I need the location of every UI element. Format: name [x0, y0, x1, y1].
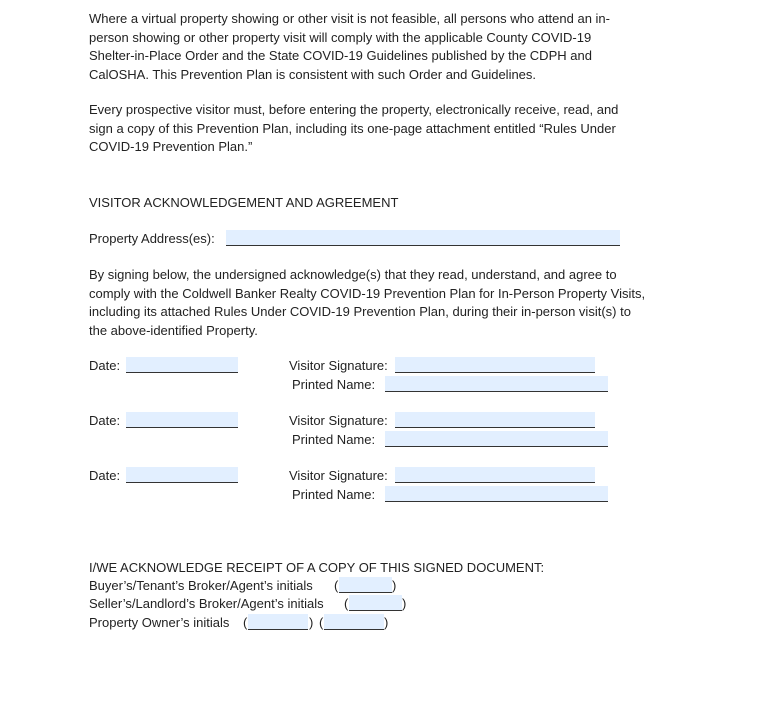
seller-initials-label: Seller’s/Landlord’s Broker/Agent’s initials	[89, 596, 324, 611]
close-paren: )	[309, 615, 314, 630]
date-field[interactable]	[126, 467, 238, 483]
close-paren: )	[384, 615, 389, 630]
visitor-signature-field[interactable]	[395, 467, 595, 483]
receipt-heading: I/WE ACKNOWLEDGE RECEIPT OF A COPY OF THIS SIGNED DOCUMENT:	[89, 560, 545, 575]
visitor-signature-field[interactable]	[395, 412, 595, 428]
buyer-initials-input[interactable]	[339, 578, 392, 593]
property-address-field[interactable]	[226, 230, 620, 246]
text-line: Where a virtual property showing or other visit is not feasible, all persons who attend an in-	[89, 11, 610, 26]
printed-name-field[interactable]	[385, 486, 608, 502]
signing-agreement-paragraph	[89, 266, 689, 340]
date-label: Date:	[89, 413, 121, 428]
property-address-input[interactable]	[226, 231, 620, 246]
date-input[interactable]	[126, 358, 238, 373]
owner-initials-label: Property Owner’s initials	[89, 615, 230, 630]
section-heading: VISITOR ACKNOWLEDGEMENT AND AGREEMENT	[89, 195, 399, 210]
text-line: comply with the Coldwell Banker Realty COVID-19 Prevention Plan for In-Person Property Visits,	[89, 285, 646, 301]
visitor-signature-label: Visitor Signature:	[289, 468, 388, 483]
buyer-initials-field[interactable]	[339, 577, 392, 593]
close-paren: )	[402, 596, 407, 611]
date-field[interactable]	[126, 412, 238, 428]
text-line: CalOSHA. This Prevention Plan is consistent with such Order and Guidelines.	[89, 66, 537, 82]
text-line: By signing below, the undersigned acknowledge(s) that they read, understand, and agree to	[89, 267, 617, 282]
text-line: Shelter-in-Place Order and the State COVID-19 Guidelines published by the CDPH and	[89, 48, 592, 64]
close-paren: )	[392, 578, 397, 593]
visitor-signature-label: Visitor Signature:	[289, 413, 388, 428]
printed-name-label: Printed Name:	[292, 377, 376, 392]
open-paren: (	[334, 578, 339, 593]
open-paren: (	[319, 615, 324, 630]
visitor-signature-input[interactable]	[395, 468, 595, 483]
date-field[interactable]	[126, 357, 238, 373]
owner-initials-input-1[interactable]	[248, 615, 308, 630]
printed-name-field[interactable]	[385, 376, 608, 392]
printed-name-label: Printed Name:	[292, 432, 376, 447]
printed-name-label: Printed Name:	[292, 487, 376, 502]
date-label: Date:	[89, 358, 121, 373]
text-line: person showing or other property visit will comply with the applicable County COVID-19	[89, 29, 592, 45]
owner-initials-field-1[interactable]	[248, 614, 308, 630]
printed-name-input[interactable]	[385, 377, 608, 392]
date-label: Date:	[89, 468, 121, 483]
date-input[interactable]	[126, 413, 238, 428]
open-paren: (	[344, 596, 349, 611]
printed-name-input[interactable]	[385, 487, 608, 502]
text-line: the above-identified Property.	[89, 322, 258, 338]
date-input[interactable]	[126, 468, 238, 483]
property-address-label: Property Address(es):	[89, 231, 215, 246]
text-line: sign a copy of this Prevention Plan, including its one-page attachment entitled “Rules Under	[89, 120, 616, 136]
printed-name-input[interactable]	[385, 432, 608, 447]
buyer-initials-label: Buyer’s/Tenant’s Broker/Agent’s initials	[89, 578, 313, 593]
visitor-signature-input[interactable]	[395, 413, 595, 428]
owner-initials-input-2[interactable]	[324, 615, 384, 630]
open-paren: (	[243, 615, 248, 630]
visitor-signature-input[interactable]	[395, 358, 595, 373]
text-line: including its attached Rules Under COVID-19 Prevention Plan, during their in-person visit(s) to	[89, 304, 631, 320]
seller-initials-field[interactable]	[349, 595, 402, 611]
visitor-requirement-paragraph	[89, 101, 689, 157]
intro-paragraph	[89, 10, 689, 84]
visitor-signature-label: Visitor Signature:	[289, 358, 388, 373]
text-line: COVID-19 Prevention Plan.”	[89, 139, 253, 155]
printed-name-field[interactable]	[385, 431, 608, 447]
visitor-signature-field[interactable]	[395, 357, 595, 373]
owner-initials-field-2[interactable]	[324, 614, 384, 630]
text-line: Every prospective visitor must, before entering the property, electronically receive, read, and	[89, 102, 619, 117]
seller-initials-input[interactable]	[349, 596, 402, 611]
